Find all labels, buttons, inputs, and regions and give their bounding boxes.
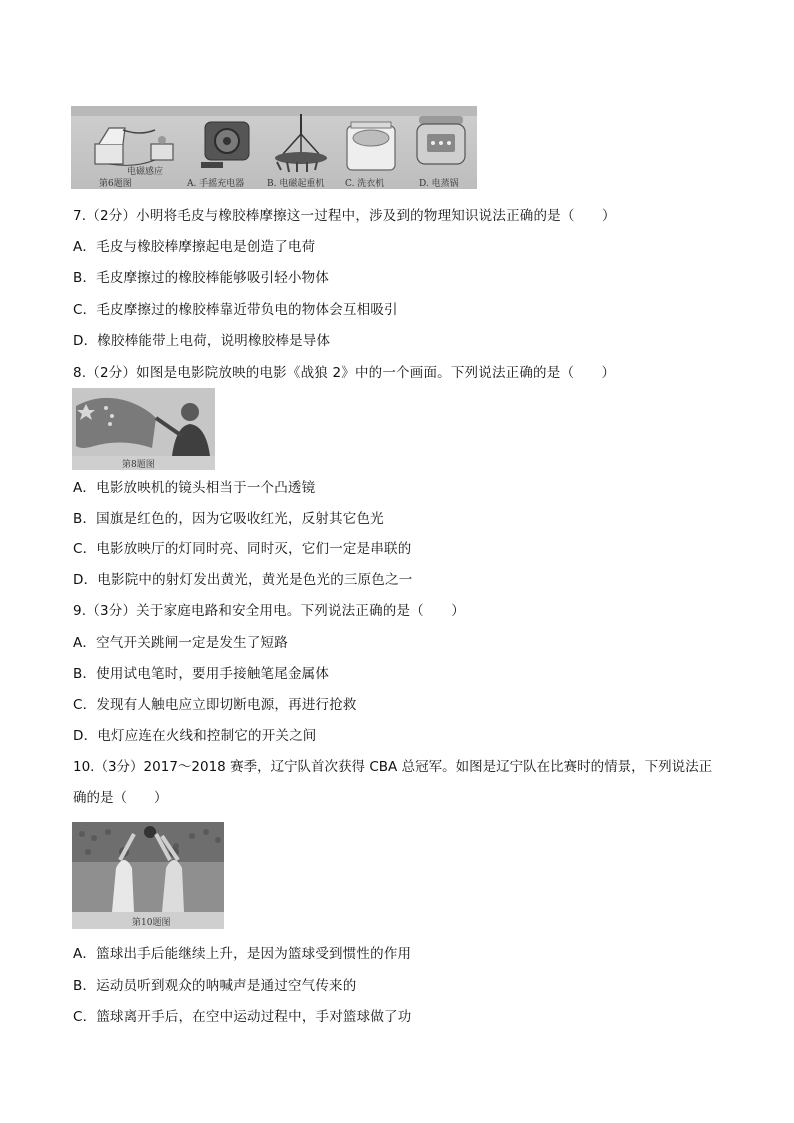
- figure-8-caption: 第8题图: [122, 460, 155, 470]
- question-10-option-b: B．运动员听到观众的呐喊声是通过空气传来的: [73, 978, 357, 994]
- question-7-option-d: D．橡胶棒能带上电荷，说明橡胶棒是导体: [73, 333, 331, 349]
- figure-6-caption: 第6题图: [99, 179, 132, 189]
- hand-crank-charger-image: [197, 116, 257, 174]
- electromagnetic-induction-apparatus-image: [85, 116, 185, 171]
- electromagnetic-crane-image: [269, 114, 333, 174]
- question-7-option-c: C．毛皮摩擦过的橡胶棒靠近带负电的物体会互相吸引: [73, 302, 398, 318]
- movie-scene-flag-image: [72, 388, 215, 456]
- question-10-option-a: A．篮球出手后能继续上升，是因为篮球受到惯性的作用: [73, 946, 412, 962]
- question-7-option-b: B．毛皮摩擦过的橡胶棒能够吸引轻小物体: [73, 270, 330, 286]
- question-9-stem: 9.（3分）关于家庭电路和安全用电。下列说法正确的是（ ）: [73, 603, 465, 619]
- figure-question-6: [71, 106, 477, 189]
- question-7-stem: 7.（2分）小明将毛皮与橡胶棒摩擦这一过程中，涉及到的物理知识说法正确的是（ ）: [73, 208, 616, 224]
- question-9-option-b: B．使用试电笔时，要用手接触笔尾金属体: [73, 666, 330, 682]
- basketball-game-image: [72, 822, 224, 912]
- figure-6-option-b: B. 电磁起重机: [267, 179, 325, 189]
- electric-steamer-image: [411, 112, 471, 174]
- question-10-option-c: C．篮球离开手后，在空中运动过程中，手对篮球做了功: [73, 1009, 412, 1025]
- figure-question-8: [72, 388, 215, 470]
- question-9-option-a: A．空气开关跳闸一定是发生了短路: [73, 635, 288, 651]
- question-7-option-a: A．毛皮与橡胶棒摩擦起电是创造了电荷: [73, 239, 316, 255]
- figure-6-option-d: D. 电蒸锅: [419, 179, 459, 189]
- figure-question-10: [72, 822, 224, 929]
- question-10-stem: 10.（3分）2017～2018 赛季，辽宁队首次获得 CBA 总冠军。如图是辽宁队在比赛时的情景，下列说法正确的是（ ）: [73, 759, 713, 806]
- figure-6-option-a: A. 手摇充电器: [187, 179, 245, 189]
- figure-6-option-c: C. 洗衣机: [345, 179, 385, 189]
- question-8-option-c: C．电影放映厅的灯同时亮、同时灭，它们一定是串联的: [73, 541, 412, 557]
- question-8-option-d: D．电影院中的射灯发出黄光，黄光是色光的三原色之一: [73, 572, 413, 588]
- question-8-stem: 8.（2分）如图是电影院放映的电影《战狼 2》中的一个画面。下列说法正确的是（ ）: [73, 365, 616, 381]
- washing-machine-image: [341, 118, 401, 174]
- question-9-option-c: C．发现有人触电应立即切断电源，再进行抢救: [73, 697, 357, 713]
- question-9-option-d: D．电灯应连在火线和控制它的开关之间: [73, 728, 317, 744]
- question-8-option-a: A．电影放映机的镜头相当于一个凸透镜: [73, 480, 316, 496]
- figure-10-caption: 第10题图: [132, 918, 171, 928]
- question-8-option-b: B．国旗是红色的，因为它吸收红光，反射其它色光: [73, 511, 384, 527]
- figure-6-top-label: 电磁感应: [127, 167, 164, 177]
